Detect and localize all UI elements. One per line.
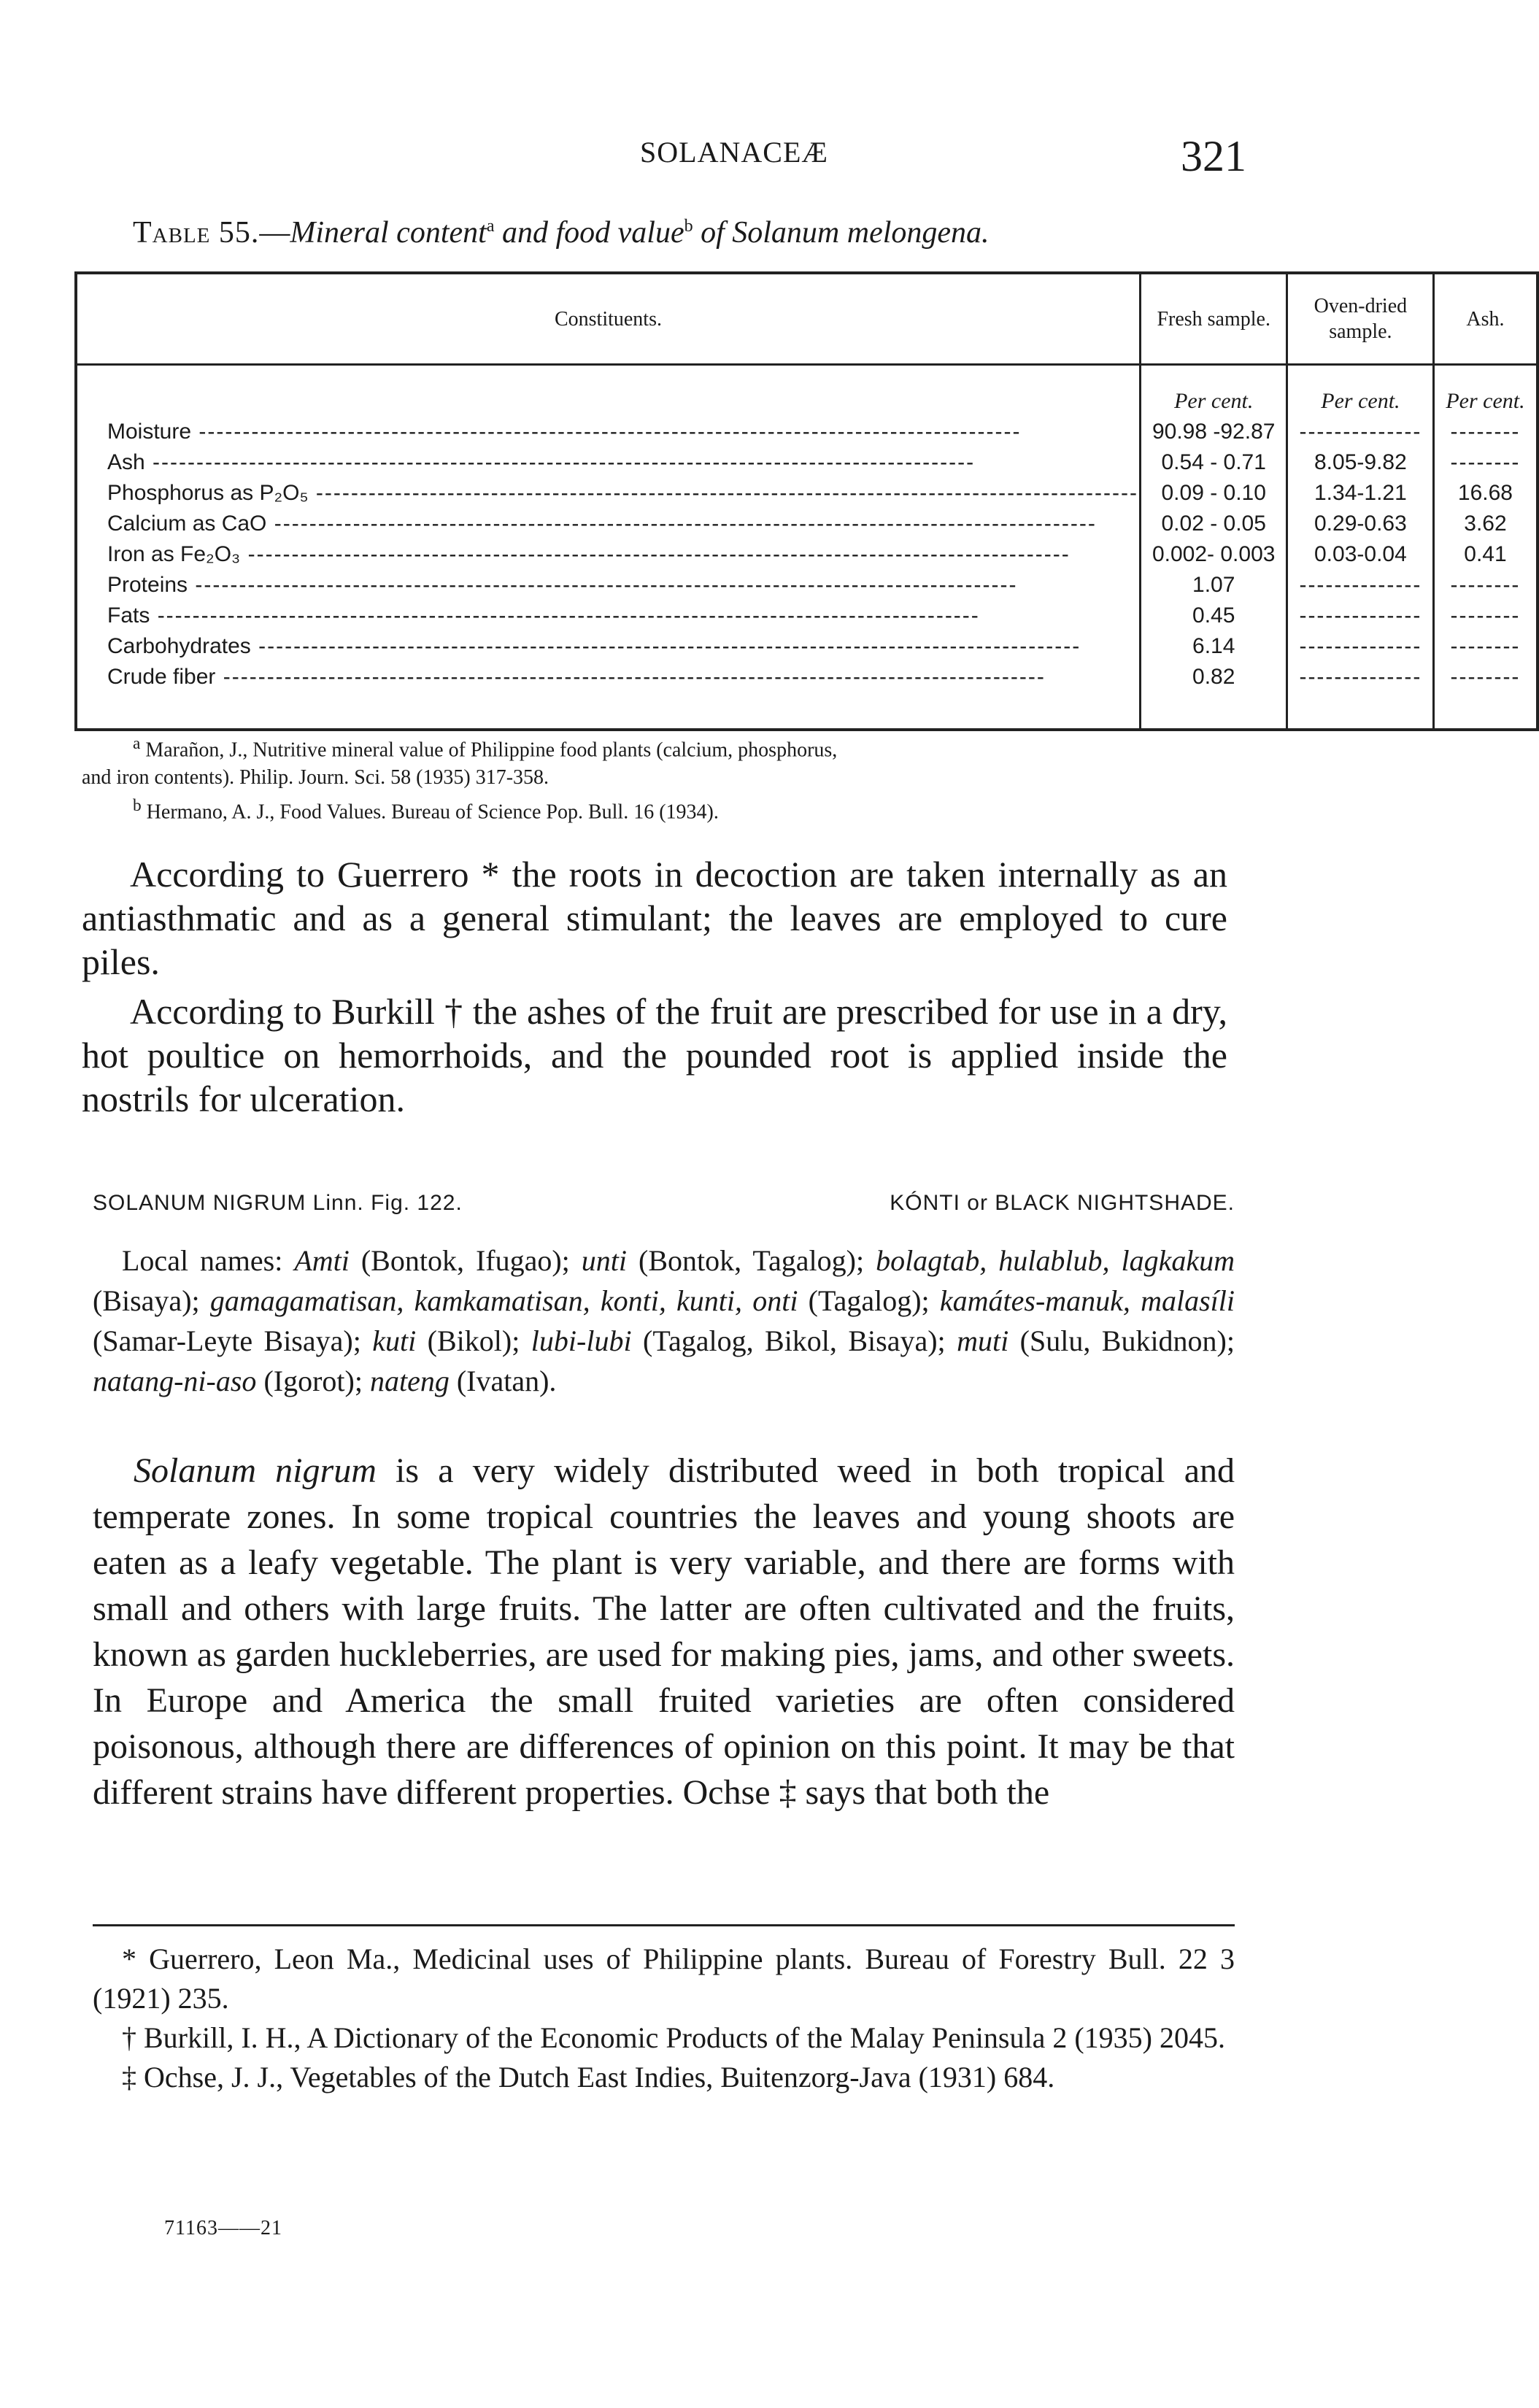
table-note-b-mark: b [133, 796, 142, 816]
table-caption-label: Table 55. [133, 216, 260, 250]
local-name-region: (Ivatan). [449, 1365, 557, 1397]
table-header-row [76, 273, 1538, 365]
row-label-crude-fiber: Crude fiber ----- [107, 662, 1138, 692]
cell-fresh-iron: 0.002- 0.003 [1152, 542, 1276, 566]
header-oven-dried-sample: Oven-dried sample. [1287, 273, 1434, 365]
local-name: nateng [369, 1365, 450, 1397]
row-label-iron: Iron as Fe₂O₃ ----- [107, 539, 1138, 570]
section-heading [93, 1191, 1235, 1216]
table-note-a-line2: and iron contents). Philip. Journ. Sci. 58 (1935) 317-358. [82, 766, 549, 790]
cell-fresh-calcium: 0.02 - 0.05 [1161, 512, 1266, 536]
cell-ash-calcium: 3.62 [1464, 512, 1507, 536]
local-name: kuti [372, 1324, 417, 1357]
cell-oven-iron: 0.03-0.04 [1314, 542, 1407, 566]
oven-dried-column [1287, 365, 1434, 730]
footnote-ochse: ‡ Ochse, J. J., Vegetables of the Dutch East Indies, Buitenzorg-Java (1931) 684. [122, 2061, 1055, 2094]
table-note-b-text: Hermano, A. J., Food Values. Bureau of Science Pop. Bull. 16 (1934). [141, 800, 719, 824]
local-name-region: (Bontok, Ifugao); [349, 1244, 582, 1277]
footnote-guerrero: * Guerrero, Leon Ma., Medicinal uses of Philippine plants. Bureau of Forestry Bull. 22 3 (1921) 235. [93, 1942, 1235, 2015]
local-name-region: (Tagalog); [798, 1284, 940, 1317]
table-caption-sup-a: a [486, 217, 495, 236]
ash-column [1434, 365, 1538, 730]
local-name-region: (Bikol); [416, 1324, 531, 1357]
local-name: kamátes-manuk, malasíli [939, 1284, 1235, 1317]
table-caption-sup-b: b [684, 217, 693, 236]
row-label-carbohydrates: Carbohydrates ----- [107, 631, 1138, 662]
cell-oven-carbohydrates: -------------- [1299, 634, 1422, 658]
cell-oven-calcium: 0.29-0.63 [1314, 512, 1407, 536]
eggplant-uses-text [82, 852, 1227, 1127]
solanum-nigrum-paragraph [93, 1448, 1235, 1815]
local-names-paragraph [93, 1240, 1235, 1401]
header-ash: Ash. [1434, 273, 1538, 365]
local-name-region: (Sulu, Bukidnon); [1008, 1324, 1235, 1357]
cell-oven-fats: -------------- [1299, 603, 1422, 628]
local-name: natang-ni-aso [93, 1365, 257, 1397]
table-note-a-line1: Marañon, J., Nutritive mineral value of Philippine food plants (calcium, phosphorus, [140, 738, 838, 762]
cell-oven-phosphorus: 1.34-1.21 [1314, 481, 1407, 505]
cell-ash-carbohydrates: -------- [1450, 634, 1521, 658]
cell-oven-ash: 8.05-9.82 [1314, 450, 1407, 474]
section-heading-species: SOLANUM NIGRUM Linn. Fig. 122. [93, 1191, 463, 1215]
table-body-row [76, 365, 1538, 730]
solanum-nigrum-text: is a very widely distributed weed in both tropical and temperate zones. In some tropical countries the leaves and young shoots are eaten as a leafy vegetable. The plant is very variable, and there are forms with small and others with large fruits. The latter are often cultivated and the fruits, known as garden huckleberries, are used for making pies, jams, and other sweets. In Europe and America the small fruited varieties are often considered poisonous, although there are differences of opinion on this point. It may be that different strains have different properties. Ochse ‡ says that both the [93, 1451, 1235, 1812]
cell-fresh-fats: 0.45 [1192, 603, 1235, 628]
local-name-region: (Samar-Leyte Bisaya); [93, 1324, 373, 1357]
table-note-a [82, 730, 1242, 764]
printer-signature: 71163——21 [164, 2217, 282, 2239]
unit-ash: Per cent. [1446, 389, 1525, 413]
constituents-column [76, 365, 1140, 730]
table-caption [133, 215, 1271, 250]
footnotes [93, 1940, 1235, 2097]
local-name-region: (Bisaya); [93, 1284, 210, 1317]
cell-oven-moisture: -------------- [1299, 420, 1422, 444]
local-name: Amti [294, 1244, 350, 1277]
row-label-proteins: Proteins ----- [107, 570, 1138, 601]
unit-oven: Per cent. [1321, 389, 1400, 413]
unit-fresh: Per cent. [1174, 389, 1254, 413]
local-name: unti [581, 1244, 628, 1277]
cell-ash-crude-fiber: -------- [1450, 665, 1521, 689]
local-name-region: (Igorot); [256, 1365, 370, 1397]
table-note-a-mark: a [133, 734, 141, 753]
footnote-rule [93, 1924, 1235, 1926]
header-constituents: Constituents. [76, 273, 1140, 365]
mineral-content-table [74, 271, 1539, 731]
table-caption-dash: — [259, 216, 290, 250]
cell-fresh-ash: 0.54 - 0.71 [1161, 450, 1266, 474]
cell-ash-proteins: -------- [1450, 573, 1521, 597]
cell-ash-iron: 0.41 [1464, 542, 1507, 566]
header-fresh-sample: Fresh sample. [1140, 273, 1287, 365]
table-notes [82, 730, 1242, 827]
local-name-region: (Tagalog, Bikol, Bisaya); [631, 1324, 957, 1357]
local-name: muti [957, 1324, 1009, 1357]
cell-fresh-proteins: 1.07 [1192, 573, 1235, 597]
species-name: Solanum nigrum [134, 1451, 377, 1490]
cell-oven-crude-fiber: -------------- [1299, 665, 1422, 689]
local-name-region: (Bontok, Tagalog); [627, 1244, 876, 1277]
paragraph-guerrero: According to Guerrero * the roots in decoction are taken internally as an antiasthmatic and as a general stimulant; the leaves are employed to cure piles. [82, 854, 1227, 982]
local-name: bolagtab, hulablub, lagkakum [876, 1244, 1235, 1277]
cell-ash-moisture: -------- [1450, 420, 1521, 444]
table-note-b [82, 792, 1242, 826]
cell-oven-proteins: -------------- [1299, 573, 1422, 597]
table-caption-text-1: Mineral content [290, 216, 487, 250]
running-head: SOLANACEÆ [640, 136, 828, 169]
row-label-fats: Fats ----- [107, 601, 1138, 631]
footnote-burkill: † Burkill, I. H., A Dictionary of the Economic Products of the Malay Peninsula 2 (1935) 2045. [122, 2021, 1225, 2054]
section-heading-common-name: KÓNTI or BLACK NIGHTSHADE. [890, 1191, 1235, 1215]
cell-fresh-moisture: 90.98 -92.87 [1152, 420, 1276, 444]
cell-ash-fats: -------- [1450, 603, 1521, 628]
page-number: 321 [1181, 132, 1246, 180]
row-label-calcium: Calcium as CaO ----- [107, 509, 1138, 539]
row-label-ash: Ash ----- [107, 447, 1138, 478]
cell-fresh-crude-fiber: 0.82 [1192, 665, 1235, 689]
local-name: gamagamatisan, kamkamatisan, konti, kunti, onti [209, 1284, 798, 1317]
table-caption-text-2: and food value [494, 216, 684, 250]
local-name: lubi-lubi [531, 1324, 632, 1357]
fresh-sample-column [1140, 365, 1287, 730]
cell-fresh-carbohydrates: 6.14 [1192, 634, 1235, 658]
cell-ash-phosphorus: 16.68 [1457, 481, 1513, 505]
row-label-moisture: Moisture ----- [107, 417, 1138, 447]
paragraph-burkill: According to Burkill † the ashes of the fruit are prescribed for use in a dry, hot poultice on hemorrhoids, and the pounded root is applied inside the nostrils for ulceration. [82, 991, 1227, 1119]
cell-ash-ash: -------- [1450, 450, 1521, 474]
row-label-phosphorus: Phosphorus as P₂O₅ ----- [107, 478, 1138, 509]
table-caption-text-3: of Solanum melongena. [693, 216, 990, 250]
local-names-prefix: Local names: [122, 1244, 295, 1277]
cell-fresh-phosphorus: 0.09 - 0.10 [1161, 481, 1266, 505]
